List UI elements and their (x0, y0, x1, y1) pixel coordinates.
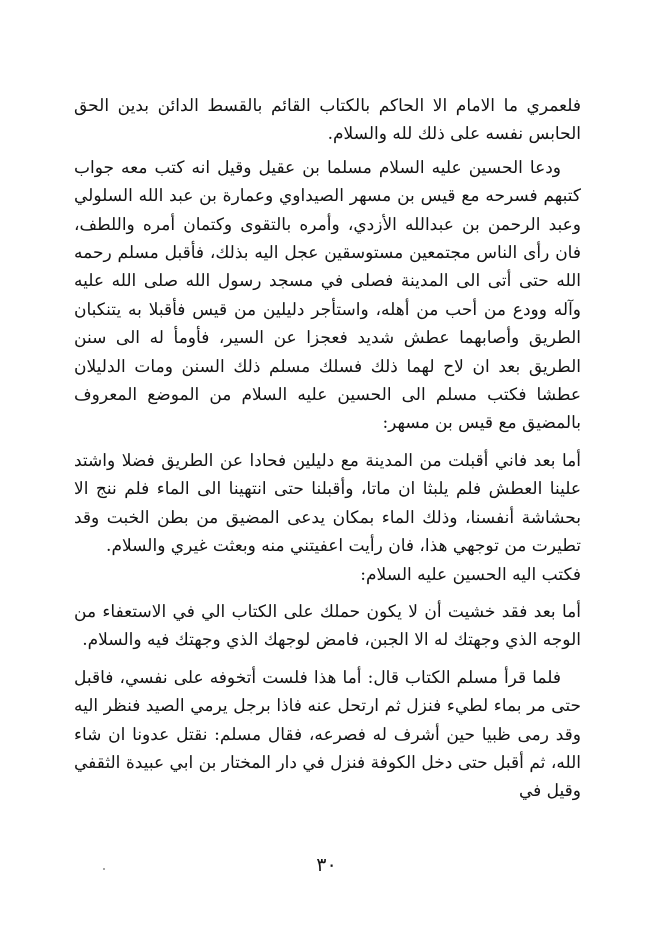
paragraph-husain-reply: أما بعد فقد خشيت أن لا يكون حملك على الكتاب الي في الاستعفاء من الوجه الذي وجهتك له الا الجبن، فامض لوجهك الذي وجهتك فيه والسلام. (74, 601, 581, 651)
paragraph-husain-reply-intro: فكتب اليه الحسين عليه السلام: (360, 564, 581, 585)
paragraph-muslim-letter: أما بعد فاني أقبلت من المدينة مع دليلين فحادا عن الطريق فضلا واشتد علينا العطش فلم يلبثا ان ماتا، وأقبلنا حتى انتهينا الى الماء فلم ننج الا بحشاشة أنفسنا، وذلك الماء بمكان يدعى المضيق من بطن الخبت وقد تطيرت من توجهي هذا، فان رأيت اعفيتني منه وبعثت غيري والسلام. (74, 450, 581, 557)
paragraph-muslim-dispatch: ودعا الحسين عليه السلام مسلما بن عقيل وقيل انه كتب معه جواب كتبهم فسرحه مع قيس بن مسهر الصيداوي وعمارة بن عبد الله السلولي وعبد الرحمن بن عبدالله الأزدي، وأمره بالتقوى وكتمان أمره واللطف، فان رأى الناس مجتمعين مستوسقين عجل اليه بذلك، فأقبل مسلم رحمه الله حتى أتى الى المدينة فصلى في مسجد رسول الله صلى الله عليه وآله وودع من أحب من أهله، واستأجر دليلين من قيس فأقبلا به يتنكبان الطريق وأصابهما عطش شديد فعجزا عن السير، فأومأ له الى سنن الطريق بعد ان لاح لهما ذلك فسلك مسلم ذلك السنن ومات الدليلان عطشا فكتب مسلم الى الحسين عليه السلام من الموضع المعروف بالمضيق مع قيس بن مسهر: (74, 157, 581, 434)
paragraph-journey-to-kufa: فلما قرأ مسلم الكتاب قال: أما هذا فلست أتخوفه على نفسي، فاقبل حتى مر بماء لطيء فنزل ثم ارتحل عنه فاذا برجل يرمي الصيد فنظر اليه وقد رمى ظبيا حين أشرف له فصرعه، فقال مسلم: نقتل عدونا ان شاء الله، ثم أقبل حتى دخل الكوفة فنزل في دار المختار بن ابي عبيدة الثقفي وقيل في (74, 667, 581, 802)
paragraph-closing-letter: فلعمري ما الامام الا الحاكم بالكتاب القائم بالقسط الدائن بدين الحق الحابس نفسه على ذلك لله والسلام. (74, 96, 581, 145)
print-speck (103, 868, 105, 870)
page-number: ٣٠ (316, 854, 337, 876)
page-body (74, 92, 581, 806)
